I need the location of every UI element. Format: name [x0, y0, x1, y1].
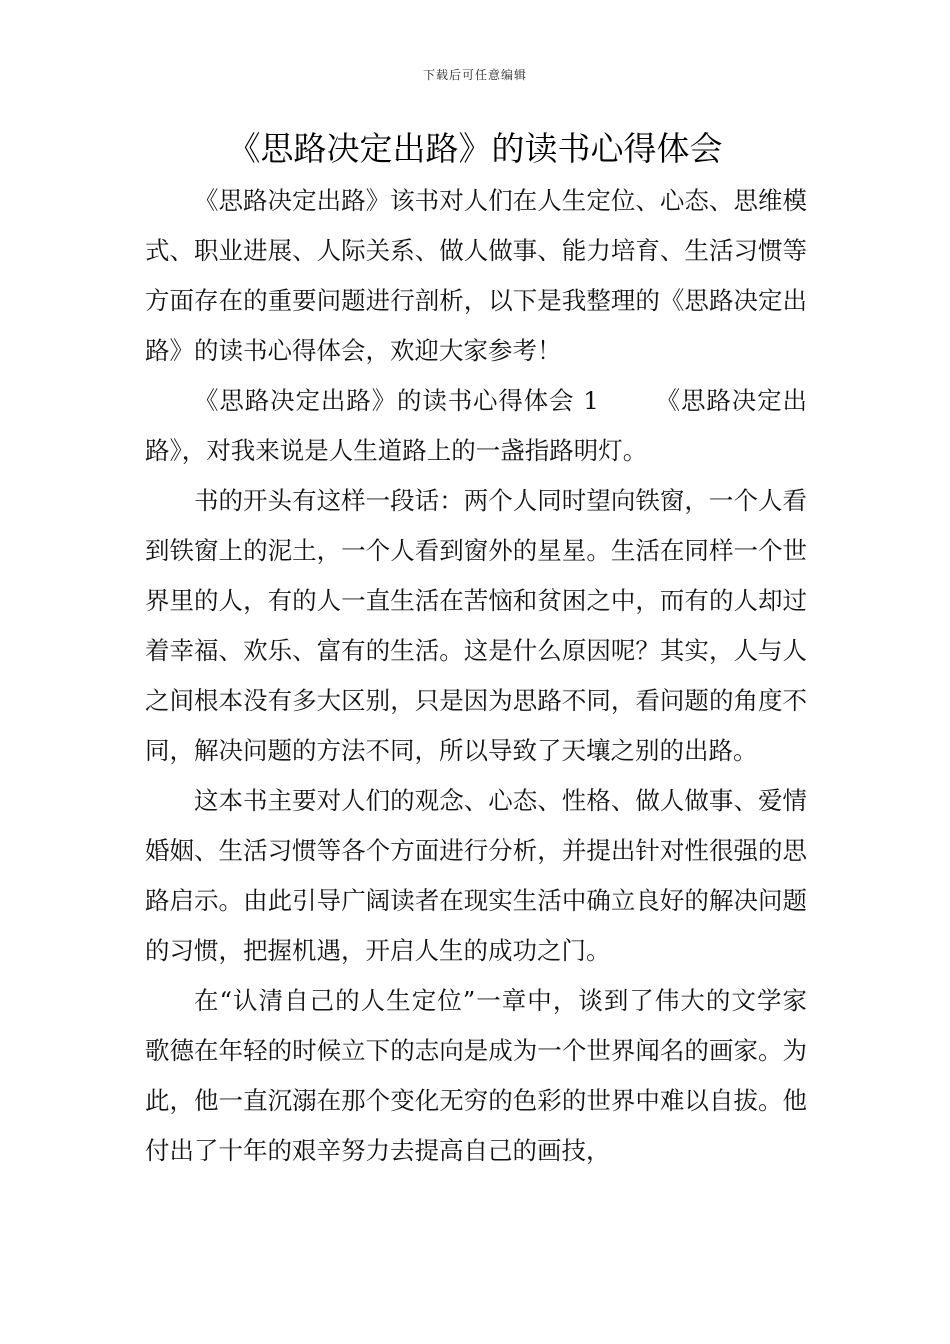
document-title: 《思路决定出路》的读书心得体会 — [227, 129, 723, 168]
document-body — [145, 176, 807, 1176]
section-first-para: 《思路决定出路》，对我来说是人生道路上的一盏指路明灯。 — [145, 386, 808, 465]
body-paragraph: 书的开头有这样一段话：两个人同时望向铁窗，一个人看到铁窗上的泥土，一个人看到窗外的星星。生活在同样一个世界里的人，有的人一直生活在苦恼和贫困之中，而有的人却过着幸福、欢乐、富有的生活。这是什么原因呢？其实，人与人之间根本没有多大区别，只是因为思路不同，看问题的角度不同，解决问题的方法不同，所以导致了天壤之别的出路。 — [145, 486, 807, 765]
section-heading: 《思路决定出路》的读书心得体会 1 — [194, 386, 599, 415]
intro-paragraph: 《思路决定出路》该书对人们在人生定位、心态、思维模式、职业进展、人际关系、做人做事、能力培育、生活习惯等方面存在的重要问题进行剖析，以下是我整理的《思路决定出路》的读书心得体会，欢迎大家参考！ — [145, 186, 807, 365]
body-paragraph: 这本书主要对人们的观念、心态、性格、做人做事、爱情婚姻、生活习惯等各个方面进行分析，并提出针对性很强的思路启示。由此引导广阔读者在现实生活中确立良好的解决问题的习惯，把握机遇，开启人生的成功之门。 — [145, 786, 807, 965]
section-heading-paragraph — [145, 376, 807, 476]
body-paragraph: 在“认清自己的人生定位”一章中，谈到了伟大的文学家歌德在年轻的时候立下的志向是成为一个世界闻名的画家。为此，他一直沉溺在那个变化无穷的色彩的世界中难以自拔。他付出了十年的艰辛努力去提高自己的画技， — [145, 986, 807, 1165]
header-note: 下载后可任意编辑 — [422, 68, 527, 82]
